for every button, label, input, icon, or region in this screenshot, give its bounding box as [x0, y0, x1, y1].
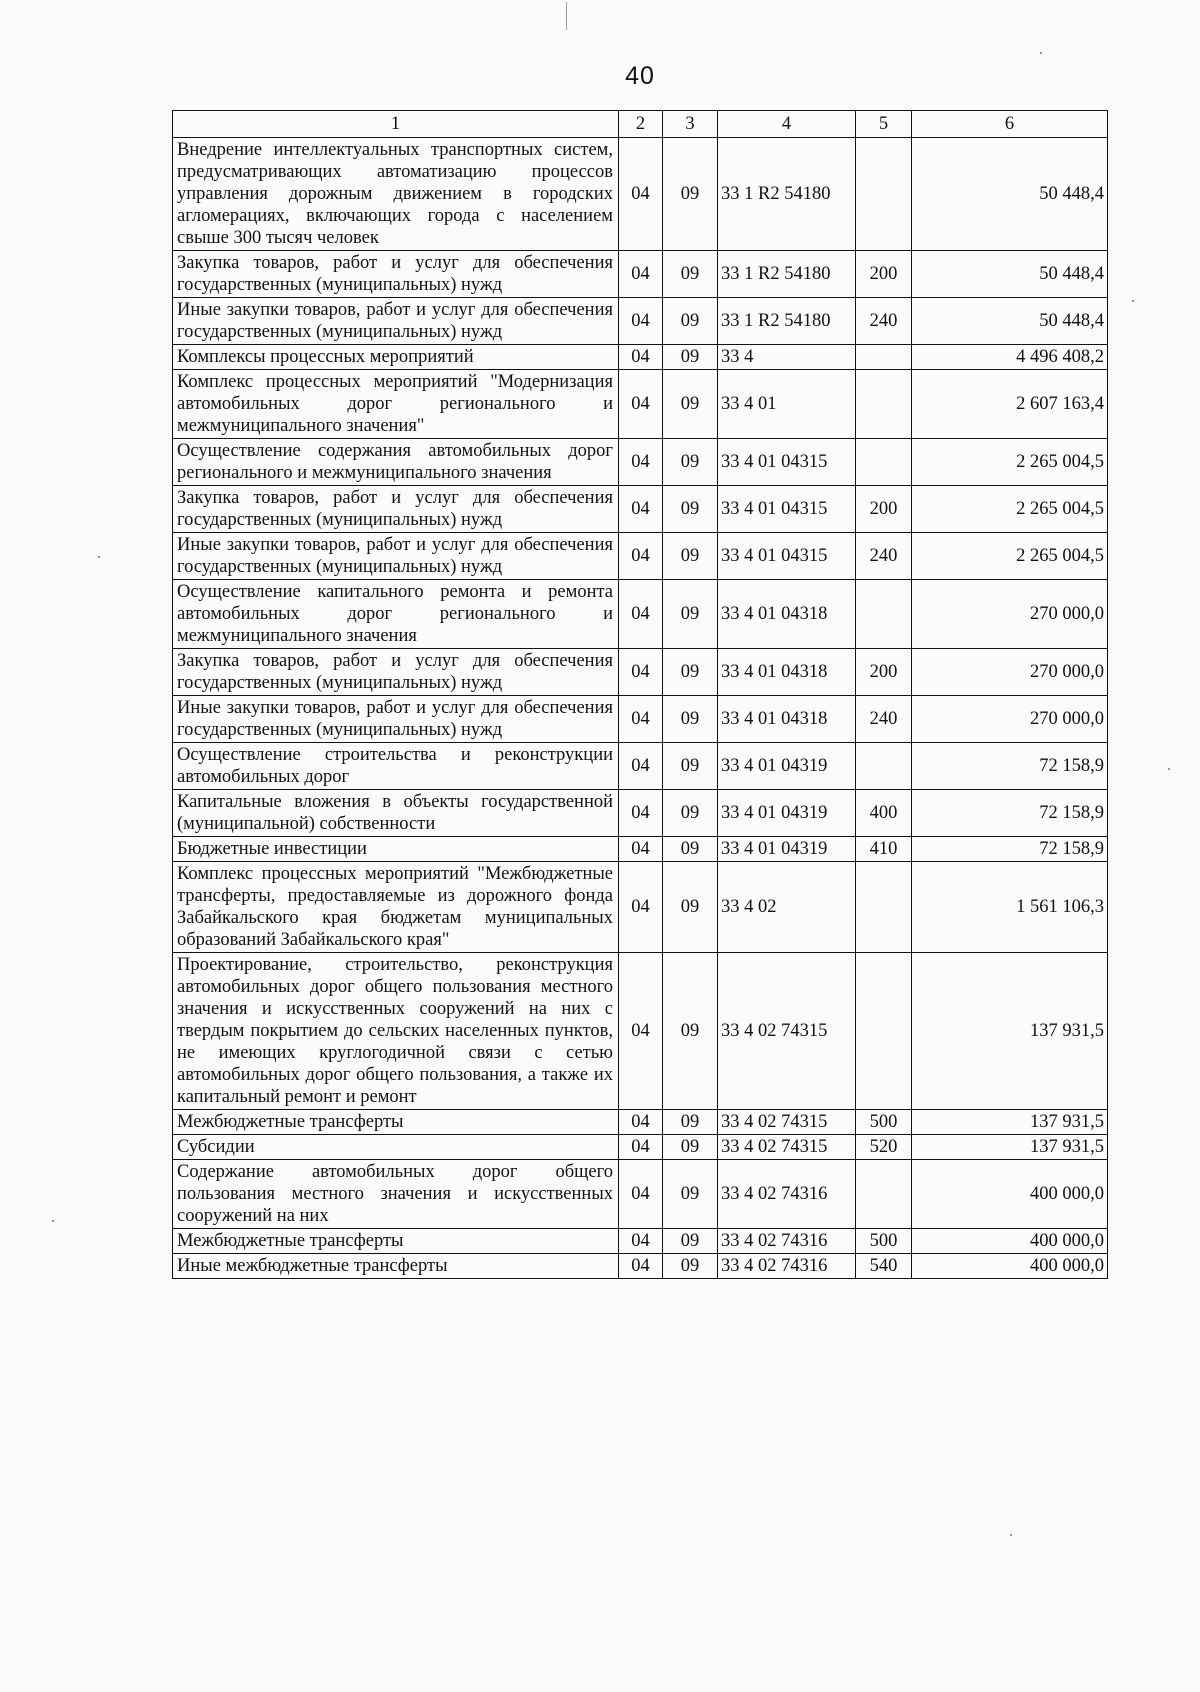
row-name-cell: Содержание автомобильных дорог общего пользования местного значения и искусственных сооружений на них: [173, 1160, 619, 1229]
amount-cell: 72 158,9: [912, 743, 1108, 790]
row-name-cell: Закупка товаров, работ и услуг для обеспечения государственных (муниципальных) нужд: [173, 251, 619, 298]
amount-cell: 400 000,0: [912, 1254, 1108, 1279]
amount-cell: 137 931,5: [912, 1135, 1108, 1160]
table-row: [173, 251, 1108, 298]
section-code-cell: 04: [619, 533, 663, 580]
row-name-cell: Осуществление строительства и реконструкции автомобильных дорог: [173, 743, 619, 790]
target-article-cell: 33 4 01 04315: [718, 486, 856, 533]
expense-type-cell: [856, 138, 912, 251]
row-name-cell: Комплекс процессных мероприятий "Межбюджетные трансферты, предоставляемые из дорожного фонда Забайкальского края бюджетам муниципальных образований Забайкальского края": [173, 862, 619, 953]
row-name-cell: Комплексы процессных мероприятий: [173, 345, 619, 370]
expense-type-cell: [856, 345, 912, 370]
header-cell: 6: [912, 111, 1108, 138]
table-row: [173, 790, 1108, 837]
target-article-cell: 33 4 01 04318: [718, 696, 856, 743]
table-body: [173, 138, 1108, 1279]
header-cell: 5: [856, 111, 912, 138]
amount-cell: 1 561 106,3: [912, 862, 1108, 953]
target-article-cell: 33 4 01 04319: [718, 743, 856, 790]
target-article-cell: 33 4 02 74315: [718, 1135, 856, 1160]
section-code-cell: 04: [619, 580, 663, 649]
target-article-cell: 33 4 02 74315: [718, 1110, 856, 1135]
target-article-cell: 33 4 02 74316: [718, 1229, 856, 1254]
section-code-cell: 04: [619, 138, 663, 251]
expense-type-cell: [856, 580, 912, 649]
section-code-cell: 04: [619, 1254, 663, 1279]
table-row: [173, 580, 1108, 649]
target-article-cell: 33 4 01 04315: [718, 439, 856, 486]
row-name-cell: Проектирование, строительство, реконструкция автомобильных дорог общего пользования местного значения и искусственных сооружений на них с твердым покрытием до сельских населенных пунктов, не имеющих круглогодичной связи с сетью автомобильных дорог общего пользования, а также их капитальный ремонт и ремонт: [173, 953, 619, 1110]
section-code-cell: 04: [619, 298, 663, 345]
expense-type-cell: [856, 370, 912, 439]
scan-speck: [1168, 768, 1170, 770]
amount-cell: 2 265 004,5: [912, 439, 1108, 486]
header-cell: 3: [663, 111, 718, 138]
expense-type-cell: 240: [856, 298, 912, 345]
section-code-cell: 04: [619, 1229, 663, 1254]
section-code-cell: 04: [619, 1110, 663, 1135]
expense-type-cell: [856, 743, 912, 790]
subsection-code-cell: 09: [663, 1229, 718, 1254]
row-name-cell: Капитальные вложения в объекты государственной (муниципальной) собственности: [173, 790, 619, 837]
subsection-code-cell: 09: [663, 743, 718, 790]
expense-type-cell: 200: [856, 649, 912, 696]
amount-cell: 50 448,4: [912, 298, 1108, 345]
table-row: [173, 486, 1108, 533]
target-article-cell: 33 1 R2 54180: [718, 298, 856, 345]
row-name-cell: Субсидии: [173, 1135, 619, 1160]
subsection-code-cell: 09: [663, 1160, 718, 1229]
section-code-cell: 04: [619, 862, 663, 953]
table-row: [173, 1160, 1108, 1229]
expense-type-cell: 240: [856, 696, 912, 743]
table-row: [173, 138, 1108, 251]
scan-speck: [98, 556, 100, 558]
expense-type-cell: [856, 1160, 912, 1229]
subsection-code-cell: 09: [663, 486, 718, 533]
row-name-cell: Иные закупки товаров, работ и услуг для обеспечения государственных (муниципальных) нужд: [173, 696, 619, 743]
section-code-cell: 04: [619, 439, 663, 486]
expense-type-cell: 200: [856, 486, 912, 533]
budget-table: [172, 110, 1108, 1279]
target-article-cell: 33 1 R2 54180: [718, 138, 856, 251]
row-name-cell: Закупка товаров, работ и услуг для обеспечения государственных (муниципальных) нужд: [173, 486, 619, 533]
expense-type-cell: 500: [856, 1110, 912, 1135]
expense-type-cell: [856, 862, 912, 953]
table-row: [173, 837, 1108, 862]
header-row: [173, 111, 1108, 138]
table-row: [173, 696, 1108, 743]
table-row: [173, 953, 1108, 1110]
expense-type-cell: 540: [856, 1254, 912, 1279]
subsection-code-cell: 09: [663, 862, 718, 953]
header-cell: 4: [718, 111, 856, 138]
table-row: [173, 1135, 1108, 1160]
table-row: [173, 1254, 1108, 1279]
target-article-cell: 33 4 02 74315: [718, 953, 856, 1110]
section-code-cell: 04: [619, 1135, 663, 1160]
table-row: [173, 1110, 1108, 1135]
amount-cell: 4 496 408,2: [912, 345, 1108, 370]
scan-artifact-line: [566, 2, 567, 30]
subsection-code-cell: 09: [663, 696, 718, 743]
target-article-cell: 33 4 01 04319: [718, 790, 856, 837]
amount-cell: 270 000,0: [912, 580, 1108, 649]
section-code-cell: 04: [619, 486, 663, 533]
table-row: [173, 345, 1108, 370]
amount-cell: 137 931,5: [912, 1110, 1108, 1135]
scan-speck: [52, 1220, 54, 1222]
subsection-code-cell: 09: [663, 138, 718, 251]
table-row: [173, 743, 1108, 790]
subsection-code-cell: 09: [663, 251, 718, 298]
expense-type-cell: 240: [856, 533, 912, 580]
subsection-code-cell: 09: [663, 580, 718, 649]
row-name-cell: Внедрение интеллектуальных транспортных систем, предусматривающих автоматизацию процессов управления дорожным движением в городских агломерациях, включающих города с населением свыше 300 тысяч человек: [173, 138, 619, 251]
amount-cell: 50 448,4: [912, 138, 1108, 251]
row-name-cell: Межбюджетные трансферты: [173, 1110, 619, 1135]
section-code-cell: 04: [619, 790, 663, 837]
header-cell: 1: [173, 111, 619, 138]
amount-cell: 400 000,0: [912, 1160, 1108, 1229]
table-row: [173, 533, 1108, 580]
header-cell: 2: [619, 111, 663, 138]
target-article-cell: 33 4 02 74316: [718, 1160, 856, 1229]
subsection-code-cell: 09: [663, 953, 718, 1110]
table-row: [173, 298, 1108, 345]
target-article-cell: 33 4 01: [718, 370, 856, 439]
table-row: [173, 1229, 1108, 1254]
scan-speck: [1132, 300, 1134, 302]
target-article-cell: 33 4 01 04318: [718, 580, 856, 649]
section-code-cell: 04: [619, 251, 663, 298]
subsection-code-cell: 09: [663, 439, 718, 486]
subsection-code-cell: 09: [663, 370, 718, 439]
subsection-code-cell: 09: [663, 1254, 718, 1279]
amount-cell: 400 000,0: [912, 1229, 1108, 1254]
section-code-cell: 04: [619, 370, 663, 439]
subsection-code-cell: 09: [663, 1135, 718, 1160]
expense-type-cell: 500: [856, 1229, 912, 1254]
table-row: [173, 862, 1108, 953]
subsection-code-cell: 09: [663, 298, 718, 345]
target-article-cell: 33 4 01 04319: [718, 837, 856, 862]
amount-cell: 72 158,9: [912, 837, 1108, 862]
row-name-cell: Иные закупки товаров, работ и услуг для обеспечения государственных (муниципальных) нужд: [173, 298, 619, 345]
expense-type-cell: 200: [856, 251, 912, 298]
row-name-cell: Межбюджетные трансферты: [173, 1229, 619, 1254]
expense-type-cell: [856, 439, 912, 486]
scan-speck: [1010, 1534, 1012, 1536]
row-name-cell: Иные закупки товаров, работ и услуг для обеспечения государственных (муниципальных) нужд: [173, 533, 619, 580]
target-article-cell: 33 1 R2 54180: [718, 251, 856, 298]
section-code-cell: 04: [619, 649, 663, 696]
target-article-cell: 33 4 01 04318: [718, 649, 856, 696]
subsection-code-cell: 09: [663, 533, 718, 580]
row-name-cell: Закупка товаров, работ и услуг для обеспечения государственных (муниципальных) нужд: [173, 649, 619, 696]
amount-cell: 2 607 163,4: [912, 370, 1108, 439]
row-name-cell: Осуществление капитального ремонта и ремонта автомобильных дорог регионального и межмуниципального значения: [173, 580, 619, 649]
table-row: [173, 370, 1108, 439]
amount-cell: 2 265 004,5: [912, 533, 1108, 580]
subsection-code-cell: 09: [663, 345, 718, 370]
target-article-cell: 33 4: [718, 345, 856, 370]
row-name-cell: Осуществление содержания автомобильных дорог регионального и межмуниципального значения: [173, 439, 619, 486]
amount-cell: 270 000,0: [912, 696, 1108, 743]
subsection-code-cell: 09: [663, 790, 718, 837]
section-code-cell: 04: [619, 1160, 663, 1229]
amount-cell: 270 000,0: [912, 649, 1108, 696]
subsection-code-cell: 09: [663, 649, 718, 696]
expense-type-cell: [856, 953, 912, 1110]
table-row: [173, 649, 1108, 696]
row-name-cell: Иные межбюджетные трансферты: [173, 1254, 619, 1279]
amount-cell: 2 265 004,5: [912, 486, 1108, 533]
section-code-cell: 04: [619, 743, 663, 790]
subsection-code-cell: 09: [663, 837, 718, 862]
table-row: [173, 439, 1108, 486]
page-number: 40: [625, 62, 655, 90]
section-code-cell: 04: [619, 837, 663, 862]
subsection-code-cell: 09: [663, 1110, 718, 1135]
expense-type-cell: 400: [856, 790, 912, 837]
amount-cell: 72 158,9: [912, 790, 1108, 837]
expense-type-cell: 410: [856, 837, 912, 862]
target-article-cell: 33 4 02: [718, 862, 856, 953]
expense-type-cell: 520: [856, 1135, 912, 1160]
section-code-cell: 04: [619, 345, 663, 370]
amount-cell: 137 931,5: [912, 953, 1108, 1110]
target-article-cell: 33 4 02 74316: [718, 1254, 856, 1279]
row-name-cell: Комплекс процессных мероприятий "Модернизация автомобильных дорог регионального и межмуниципального значения": [173, 370, 619, 439]
amount-cell: 50 448,4: [912, 251, 1108, 298]
section-code-cell: 04: [619, 953, 663, 1110]
scan-speck: [1040, 52, 1042, 54]
target-article-cell: 33 4 01 04315: [718, 533, 856, 580]
section-code-cell: 04: [619, 696, 663, 743]
row-name-cell: Бюджетные инвестиции: [173, 837, 619, 862]
